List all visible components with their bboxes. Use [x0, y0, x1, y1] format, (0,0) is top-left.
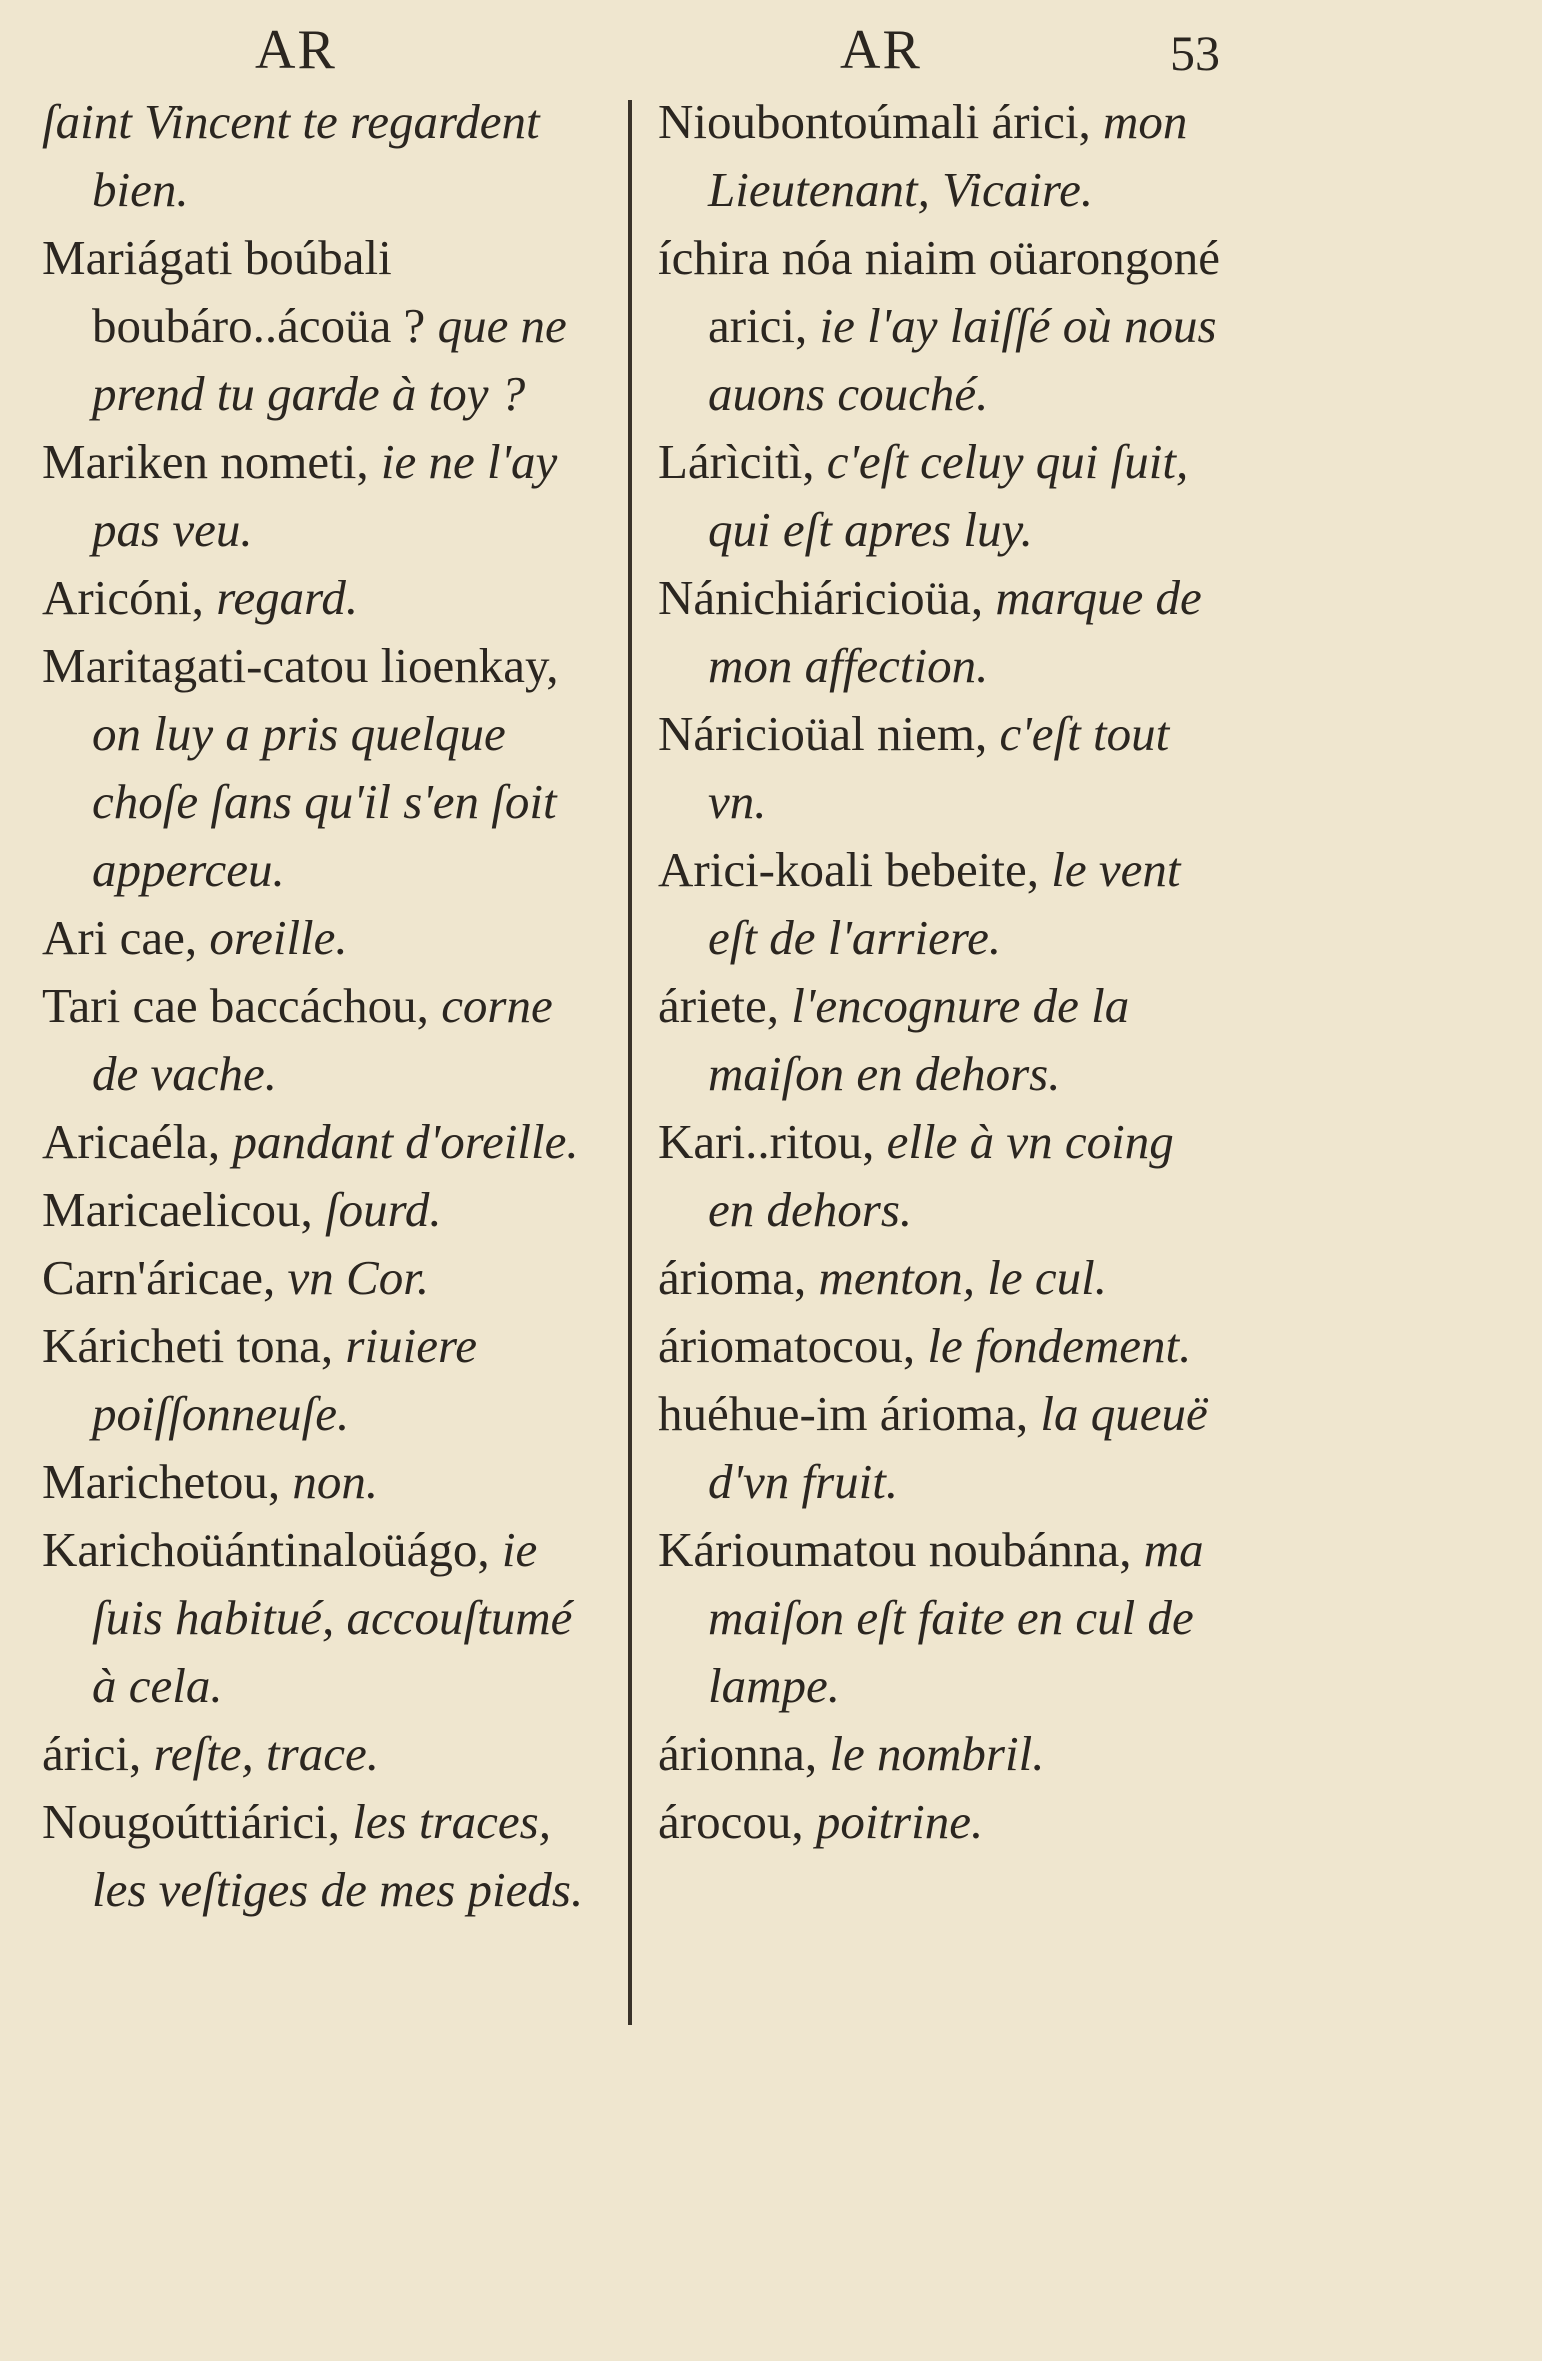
dictionary-entry — [42, 224, 607, 428]
entry-gloss: oreille. — [209, 910, 348, 965]
entry-gloss: c'eſt tout vn. — [708, 706, 1170, 829]
entry-headword: árioma, — [658, 1250, 819, 1305]
entry-gloss: ie l'ay laiſſé où nous auons couché. — [708, 298, 1217, 421]
entry-gloss: le fondement. — [927, 1318, 1192, 1373]
entry-gloss: regard. — [216, 570, 359, 625]
entry-gloss: ie ne l'ay pas veu. — [92, 434, 558, 557]
entry-headword: Nioubontoúmali árici, — [658, 94, 1103, 149]
dictionary-entry — [658, 836, 1228, 972]
dictionary-entry — [42, 904, 607, 972]
entry-gloss: que ne prend tu garde à toy ? — [92, 298, 567, 421]
entry-gloss: ma maiſon eſt faite en cul de lampe. — [708, 1522, 1204, 1713]
dictionary-entry — [658, 1244, 1228, 1312]
dictionary-entry — [658, 1312, 1228, 1380]
entry-headword: árocou, — [658, 1794, 816, 1849]
entry-gloss: la queuë d'vn fruit. — [708, 1386, 1208, 1509]
entry-gloss: mon Lieutenant, Vicaire. — [708, 94, 1188, 217]
entry-gloss: ie ſuis habitué, accouſtumé à cela. — [92, 1522, 573, 1713]
entry-gloss: les traces, les veſtiges de mes pieds. — [92, 1794, 584, 1917]
dictionary-entry — [42, 1448, 607, 1516]
dictionary-entry — [42, 1312, 607, 1448]
running-head — [0, 18, 1542, 98]
dictionary-entry — [42, 632, 607, 904]
dictionary-entry — [658, 700, 1228, 836]
page-number: 53 — [1170, 25, 1220, 81]
dictionary-entry — [658, 224, 1228, 428]
entry-gloss: c'eſt celuy qui ſuit, qui eſt apres luy. — [708, 434, 1189, 557]
dictionary-entry — [42, 1720, 607, 1788]
dictionary-entry — [658, 1788, 1228, 1856]
entry-headword: Maricaelicou, — [42, 1182, 325, 1237]
entry-gloss: corne de vache. — [92, 978, 553, 1101]
dictionary-entry — [658, 564, 1228, 700]
entry-headword: Marichetou, — [42, 1454, 293, 1509]
dictionary-entry — [658, 428, 1228, 564]
entry-headword: íchira nóa niaim oüarongoné arici, — [658, 230, 1220, 353]
entry-headword: Maritagati-catou lioenkay, — [42, 638, 559, 693]
dictionary-entry — [42, 428, 607, 564]
dictionary-entry — [658, 1720, 1228, 1788]
entry-gloss: marque de mon affection. — [708, 570, 1202, 693]
dictionary-entry — [42, 564, 607, 632]
entry-gloss: elle à vn coing en dehors. — [708, 1114, 1174, 1237]
entry-headword: Mariken nometi, — [42, 434, 381, 489]
entry-gloss: on luy a pris quelque choſe ſans qu'il s'en ſoit apperceu. — [92, 706, 557, 897]
entry-headword: áriete, — [658, 978, 792, 1033]
entry-headword: Náricioüal niem, — [658, 706, 1000, 761]
entry-gloss: non. — [292, 1454, 379, 1509]
entry-gloss: pandant d'oreille. — [232, 1114, 579, 1169]
column-divider — [628, 100, 632, 2025]
entry-headword: Aricaéla, — [42, 1114, 233, 1169]
entry-gloss: le vent eſt de l'arriere. — [708, 842, 1181, 965]
dictionary-entry — [42, 1516, 607, 1720]
entry-gloss: vn Cor. — [287, 1250, 430, 1305]
entry-gloss: le nombril. — [829, 1726, 1045, 1781]
entry-headword: Kari..ritou, — [658, 1114, 887, 1169]
dictionary-entry — [42, 1108, 607, 1176]
entry-headword: Ari cae, — [42, 910, 210, 965]
entry-gloss: ſourd. — [324, 1182, 442, 1237]
left-column — [42, 88, 607, 1924]
entry-headword: Arici-koali bebeite, — [658, 842, 1052, 897]
entry-headword: Kárioumatou noubánna, — [658, 1522, 1144, 1577]
entry-gloss: l'encognure de la maiſon en dehors. — [708, 978, 1130, 1101]
entry-headword: áriomatocou, — [658, 1318, 928, 1373]
entry-gloss: ſaint Vincent te regardent bien. — [42, 94, 540, 217]
dictionary-entry — [658, 1108, 1228, 1244]
dictionary-entry — [658, 1380, 1228, 1516]
entry-gloss: menton, le cul. — [818, 1250, 1108, 1305]
entry-headword: Carn'áricae, — [42, 1250, 288, 1305]
entry-headword: Nánichiáricioüa, — [658, 570, 996, 625]
dictionary-entry — [42, 972, 607, 1108]
entry-headword: Lárìcitì, — [658, 434, 827, 489]
entry-headword: Nougoúttiárici, — [42, 1794, 353, 1849]
dictionary-entry — [42, 1244, 607, 1312]
entry-headword: huéhue-im árioma, — [658, 1386, 1041, 1441]
entry-headword: Káricheti tona, — [42, 1318, 346, 1373]
dictionary-entry — [42, 88, 607, 224]
entry-gloss: reſte, trace. — [153, 1726, 379, 1781]
dictionary-entry — [42, 1176, 607, 1244]
entry-headword: árionna, — [658, 1726, 830, 1781]
dictionary-entry — [658, 972, 1228, 1108]
entry-headword: Karichoüántinaloüágo, — [42, 1522, 502, 1577]
entry-headword: Tari cae baccáchou, — [42, 978, 442, 1033]
dictionary-entry — [42, 1788, 607, 1924]
entry-headword: Aricóni, — [42, 570, 217, 625]
right-column — [658, 88, 1228, 1856]
dictionary-entry — [658, 88, 1228, 224]
running-head-right: AR — [840, 19, 922, 81]
entry-gloss: riuiere poiſſonneuſe. — [92, 1318, 477, 1441]
entry-gloss: poitrine. — [815, 1794, 984, 1849]
entry-headword: árici, — [42, 1726, 154, 1781]
running-head-left: AR — [255, 19, 337, 81]
dictionary-entry — [658, 1516, 1228, 1720]
entry-headword: Mariágati boúbali boubáro..ácoüa ? — [42, 230, 438, 353]
